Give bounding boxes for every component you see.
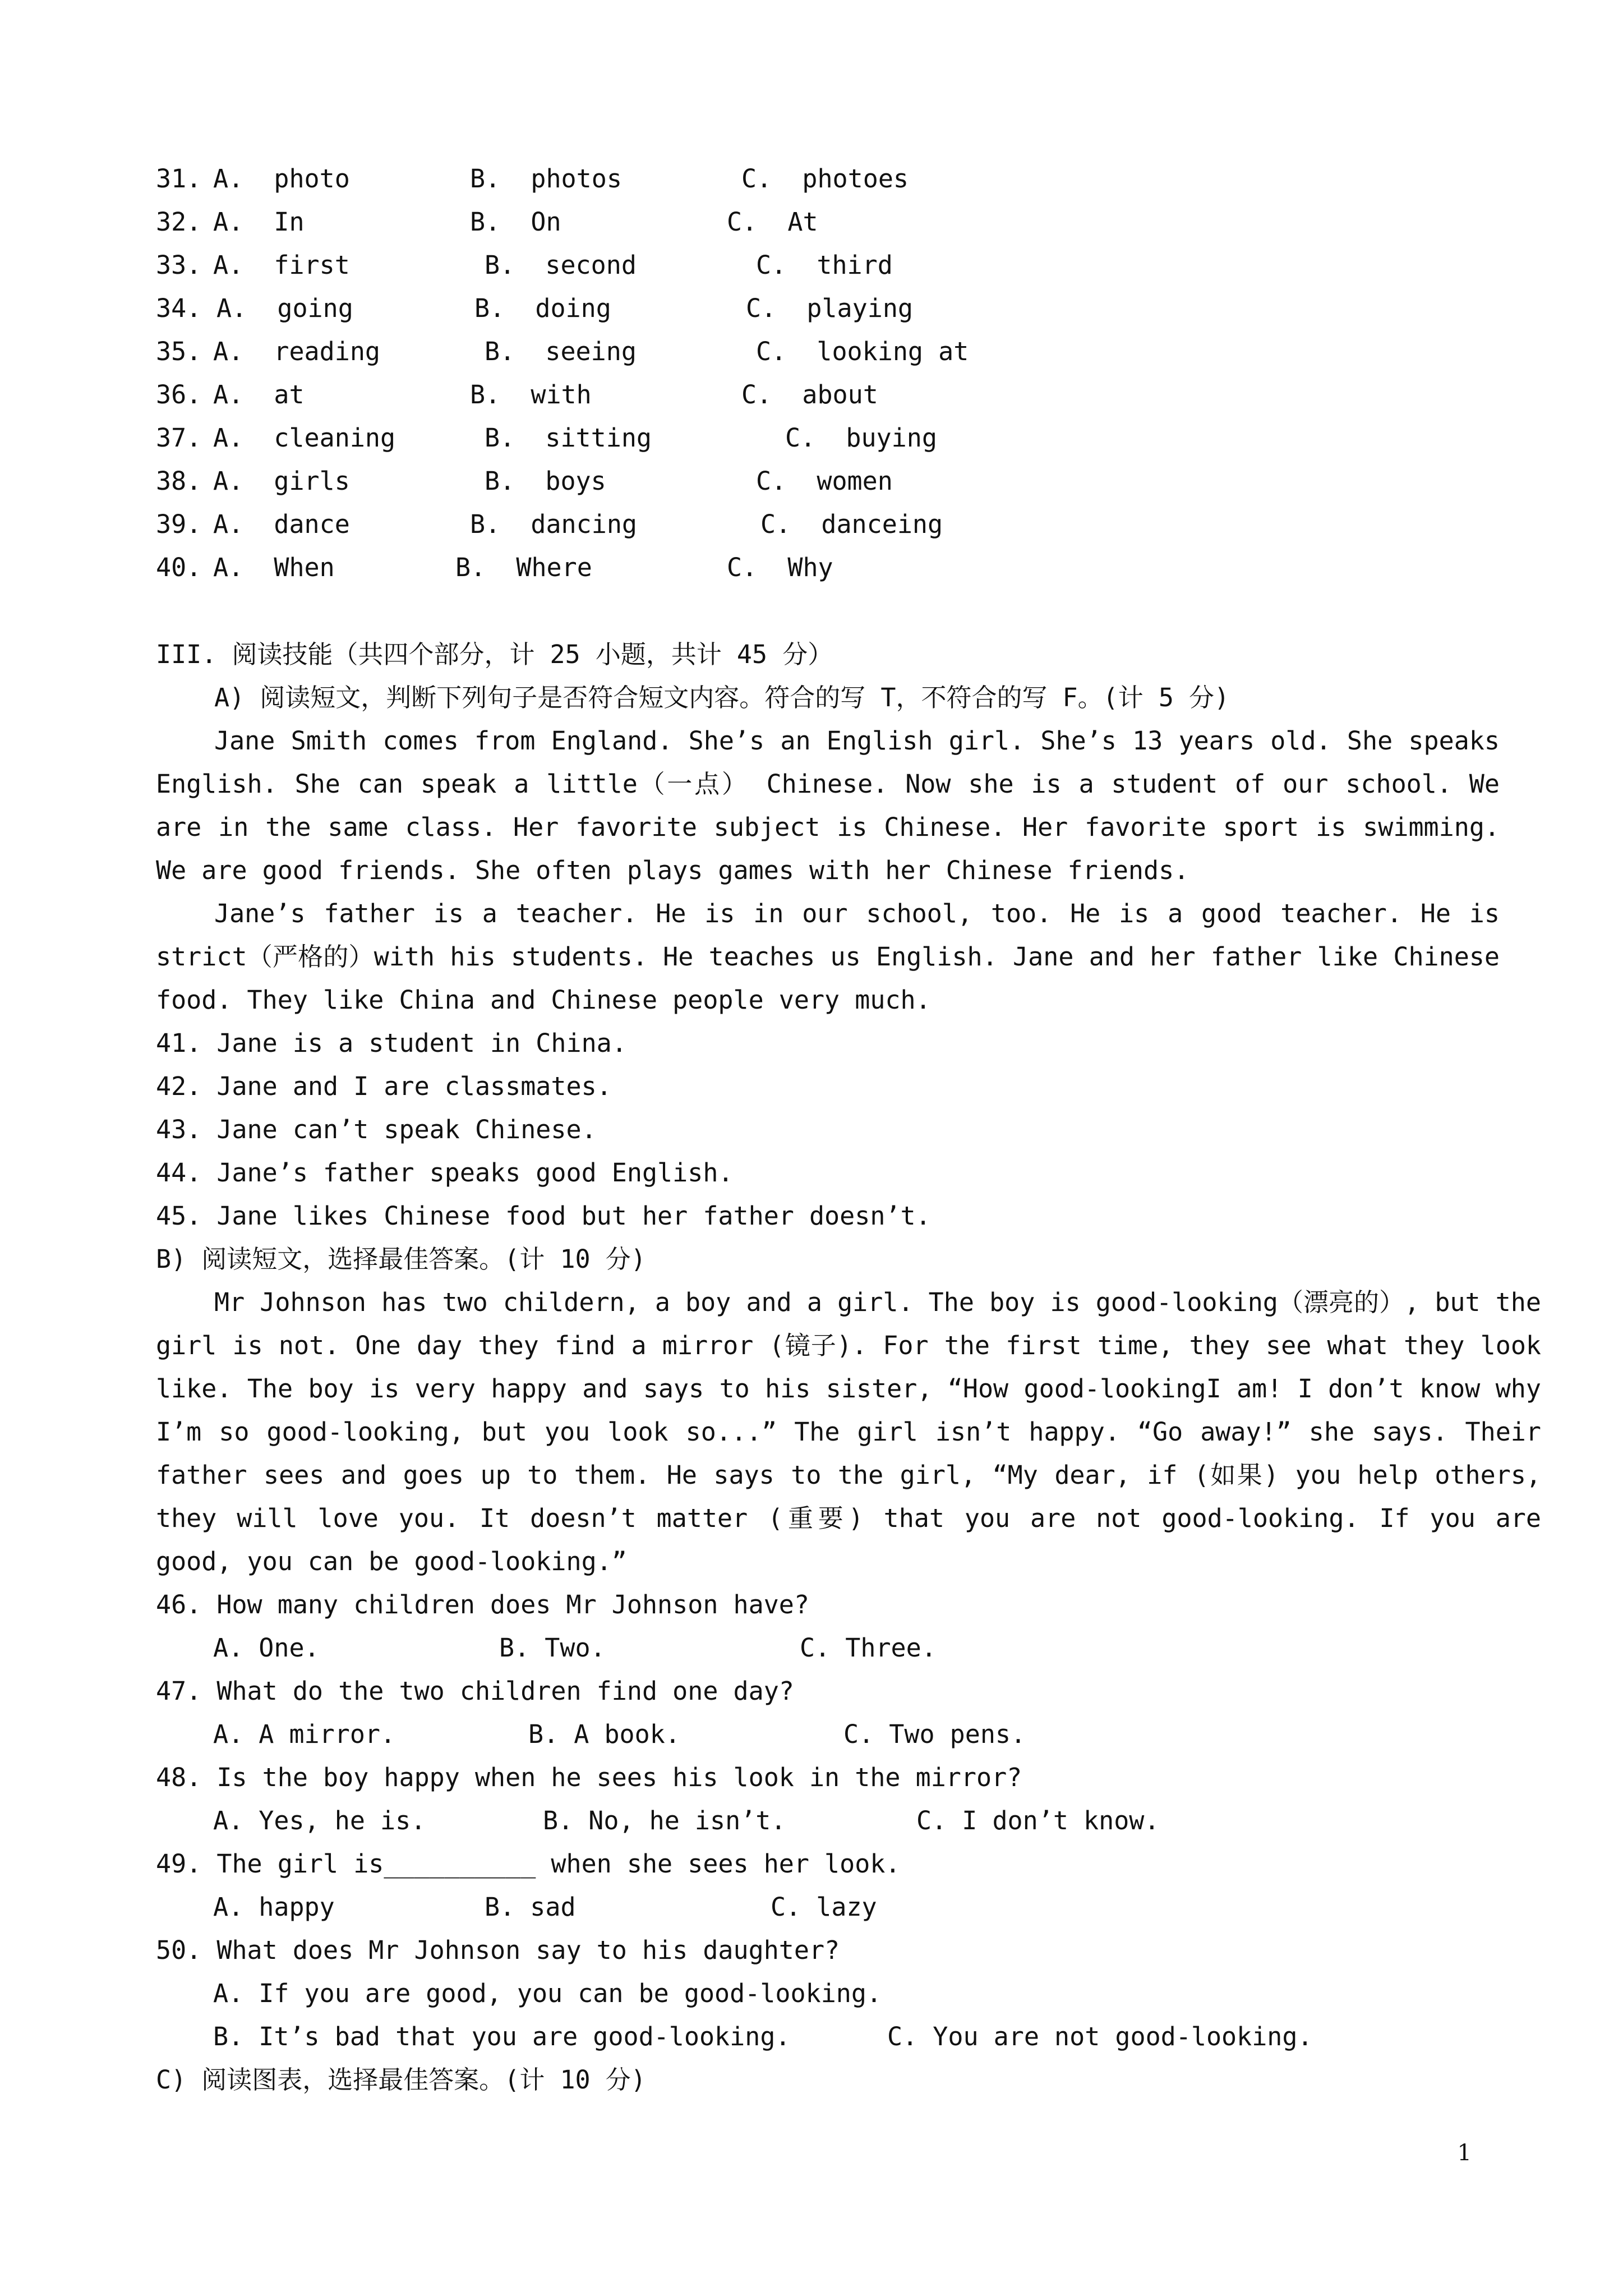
q48-option-a: A. Yes, he is.	[213, 1806, 426, 1835]
q49-option-b: B. sad	[485, 1892, 576, 1922]
q50-option-c: C. You are not good-looking.	[887, 2022, 1313, 2051]
section-title: III. 阅读技能（共四个部分，计 25 小题，共计 45 分）	[156, 639, 833, 669]
tf-item: 43. Jane can’t speak Chinese.	[156, 1115, 597, 1144]
option-b: B. dancing	[470, 509, 638, 539]
part-a-paragraph-2: Jane’s father is a teacher. He is in our school, too. He is a good teacher. He is strict（严格的）with his students. He teaches us English. Jane and her father like Chinese food. They like China and Chinese people very much.	[156, 899, 1500, 1015]
option-c: C. danceing	[760, 509, 943, 539]
question-number: 36.	[156, 380, 202, 409]
part-c-instruction: C) 阅读图表，选择最佳答案。(计 10 分)	[156, 2065, 646, 2095]
option-b: B. second	[485, 250, 637, 280]
option-c: C. photoes	[741, 164, 909, 194]
option-a: A. photo	[213, 164, 350, 194]
option-a: A. first	[213, 250, 350, 280]
option-c: C. At	[727, 207, 818, 237]
question-number: 32.	[156, 207, 202, 237]
option-b: B. doing	[474, 293, 611, 323]
question-number: 31.	[156, 164, 202, 194]
question-47: 47. What do the two children find one day?	[156, 1676, 794, 1706]
option-b: B. boys	[485, 466, 606, 496]
q50-option-a: A. If you are good, you can be good-looking.	[213, 1978, 882, 2008]
option-c: C. looking at	[756, 337, 969, 366]
tf-item: 45. Jane likes Chinese food but her father doesn’t.	[156, 1201, 931, 1231]
q49-option-a: A. happy	[213, 1892, 335, 1922]
option-a: A. at	[213, 380, 305, 409]
q48-option-c: C. I don’t know.	[916, 1806, 1160, 1835]
question-number: 34.	[156, 293, 202, 323]
question-number: 38.	[156, 466, 202, 496]
option-a: A. In	[213, 207, 305, 237]
q47-option-a: A. A mirror.	[213, 1719, 396, 1749]
question-number: 40.	[156, 553, 202, 582]
option-b: B. On	[470, 207, 561, 237]
question-46: 46. How many children does Mr Johnson have?	[156, 1590, 809, 1619]
part-a-paragraph-1: Jane Smith comes from England. She’s an English girl. She’s 13 years old. She speaks English. She can speak a little（一点） Chinese. Now she is a student of our school. We are in the same class. Her favorite subject is Chinese. Her favorite sport is swimming. We are good friends. She often plays games with her Chinese friends.	[156, 726, 1500, 885]
question-number: 35.	[156, 337, 202, 366]
question-49: 49. The girl is__________ when she sees her look.	[156, 1849, 901, 1879]
q48-option-b: B. No, he isn’t.	[543, 1806, 786, 1835]
q46-option-a: A. One.	[213, 1633, 320, 1663]
option-b: B. sitting	[485, 423, 652, 453]
option-b: B. photos	[470, 164, 622, 194]
q49-option-c: C. lazy	[771, 1892, 877, 1922]
option-c: C. buying	[785, 423, 937, 453]
tf-item: 41. Jane is a student in China.	[156, 1028, 627, 1058]
part-b-instruction: B) 阅读短文，选择最佳答案。(计 10 分)	[156, 1244, 646, 1274]
q46-option-c: C. Three.	[800, 1633, 937, 1663]
option-a: A. reading	[213, 337, 381, 366]
page-number: 1	[1457, 2140, 1472, 2166]
question-number: 37.	[156, 423, 202, 453]
option-c: C. playing	[746, 293, 914, 323]
option-b: B. Where	[455, 553, 592, 582]
option-c: C. women	[756, 466, 893, 496]
option-a: A. dance	[213, 509, 350, 539]
option-a: A. cleaning	[213, 423, 396, 453]
question-number: 39.	[156, 509, 202, 539]
question-48: 48. Is the boy happy when he sees his look in the mirror?	[156, 1763, 1022, 1792]
q47-option-b: B. A book.	[528, 1719, 680, 1749]
q46-option-b: B. Two.	[499, 1633, 606, 1663]
option-c: C. about	[741, 380, 878, 409]
option-b: B. with	[470, 380, 592, 409]
q47-option-c: C. Two pens.	[843, 1719, 1026, 1749]
q50-option-b: B. It’s bad that you are good-looking.	[213, 2022, 791, 2051]
option-b: B. seeing	[485, 337, 637, 366]
option-a: A. going	[216, 293, 353, 323]
option-c: C. third	[756, 250, 893, 280]
question-50: 50. What does Mr Johnson say to his daughter?	[156, 1935, 840, 1965]
option-c: C. Why	[727, 553, 833, 582]
tf-item: 42. Jane and I are classmates.	[156, 1071, 612, 1101]
question-number: 33.	[156, 250, 202, 280]
option-a: A. girls	[213, 466, 350, 496]
option-a: A. When	[213, 553, 335, 582]
part-b-passage: Mr Johnson has two childern, a boy and a girl. The boy is good-looking（漂亮的）, but the girl is not. One day they find a mirror (镜子). For the first time, they see what they look like. The boy is very happy and says to his sister, “How good-lookingI am! I don’t know why I’m so good-looking, but you look so...” The girl isn’t happy. “Go away!” she says. Their father sees and goes up to them. He says to the girl, “My dear, if (如果) you help others, they will love you. It doesn’t matter (重要) that you are not good-looking. If you are good, you can be good-looking.”	[156, 1287, 1541, 1576]
part-a-instruction: A) 阅读短文，判断下列句子是否符合短文内容。符合的写 T，不符合的写 F。(计 5 分)	[214, 683, 1230, 712]
tf-item: 44. Jane’s father speaks good English.	[156, 1158, 734, 1188]
